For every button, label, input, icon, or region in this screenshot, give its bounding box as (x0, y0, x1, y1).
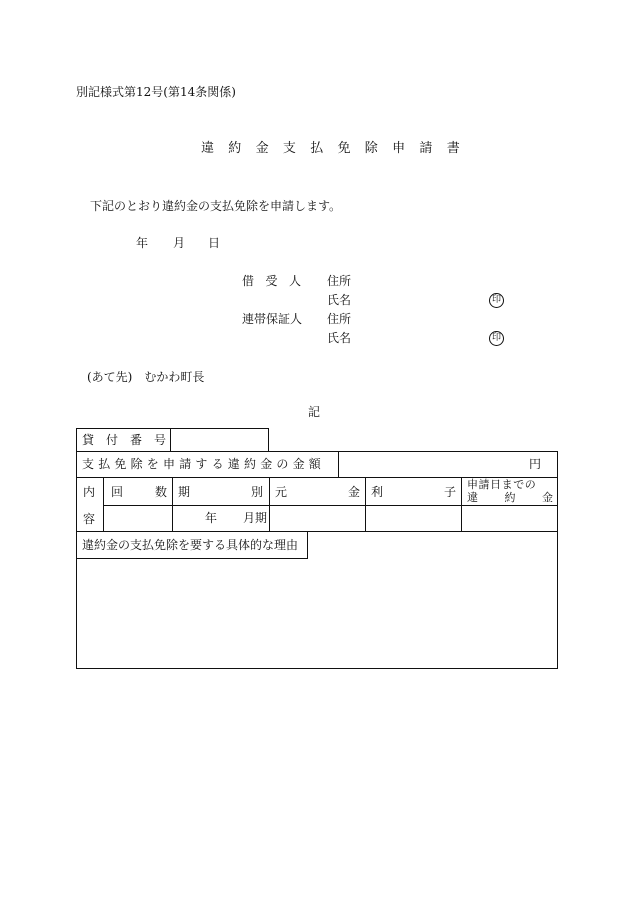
page-title: 違約金支払免除申請書 (201, 141, 475, 156)
label-char: 号 (153, 433, 166, 447)
guarantor-seal-mark: 印 (489, 331, 504, 346)
form-id: 別記様式第12号(第14条関係) (76, 85, 236, 99)
borrower-role-char: 受 (265, 274, 278, 288)
label-char: 子 (443, 485, 456, 499)
date-month: 月 (173, 236, 186, 250)
borrower-role-char: 借 (242, 274, 255, 288)
period-field[interactable] (205, 511, 267, 525)
period-year-unit: 年 (205, 511, 218, 525)
addressee: (あて先) むかわ町長 (87, 370, 205, 384)
label-char: 利 (371, 485, 384, 499)
divider (172, 477, 173, 532)
label-char: 期 (178, 485, 191, 499)
label-char: 違 (467, 491, 478, 504)
label-char: 元 (275, 485, 288, 499)
borrower-role-char: 人 (288, 274, 301, 288)
count-field[interactable] (104, 506, 171, 531)
content-label-2: 容 (83, 512, 96, 526)
label-char: 金 (542, 491, 553, 504)
penalty-field[interactable] (462, 506, 557, 531)
amount-field[interactable] (339, 452, 557, 477)
label-char: 別 (250, 485, 263, 499)
borrower-name-label: 氏名 (327, 293, 352, 307)
amount-label: 支払免除を申請する違約金の金額 (82, 457, 326, 471)
label-char: 金 (347, 485, 360, 499)
label-char: 貸 (82, 433, 95, 447)
label-char: 番 (129, 433, 142, 447)
col-penalty-header-line1: 申請日までの (467, 478, 537, 491)
loan-number-label (82, 433, 166, 447)
ki-heading: 記 (308, 405, 321, 419)
col-principal-header (275, 485, 360, 499)
date-day: 日 (208, 236, 221, 250)
date-year: 年 (136, 236, 149, 250)
col-penalty-header-line2 (467, 491, 553, 504)
amount-unit: 円 (529, 457, 542, 471)
content-label-1: 内 (83, 485, 96, 499)
intro-text: 下記のとおり違約金の支払免除を申請します。 (90, 199, 342, 213)
period-month-unit: 月期 (243, 511, 268, 525)
guarantor-address-label: 住所 (327, 312, 352, 326)
guarantor-role: 連帯保証人 (242, 312, 303, 326)
borrower-seal-mark: 印 (489, 293, 504, 308)
reason-label: 違約金の支払免除を要する具体的な理由 (82, 538, 299, 552)
col-interest-header (371, 485, 456, 499)
borrower-role (242, 274, 301, 288)
label-char: 約 (504, 491, 516, 504)
col-period-header (178, 485, 263, 499)
label-char: 数 (154, 485, 167, 499)
guarantor-name-label: 氏名 (327, 331, 352, 345)
loan-number-field[interactable] (171, 429, 268, 451)
borrower-address-label: 住所 (327, 274, 352, 288)
label-char: 回 (111, 485, 124, 499)
principal-field[interactable] (270, 506, 364, 531)
col-count-header (111, 485, 167, 499)
label-char: 付 (105, 433, 118, 447)
interest-field[interactable] (366, 506, 460, 531)
